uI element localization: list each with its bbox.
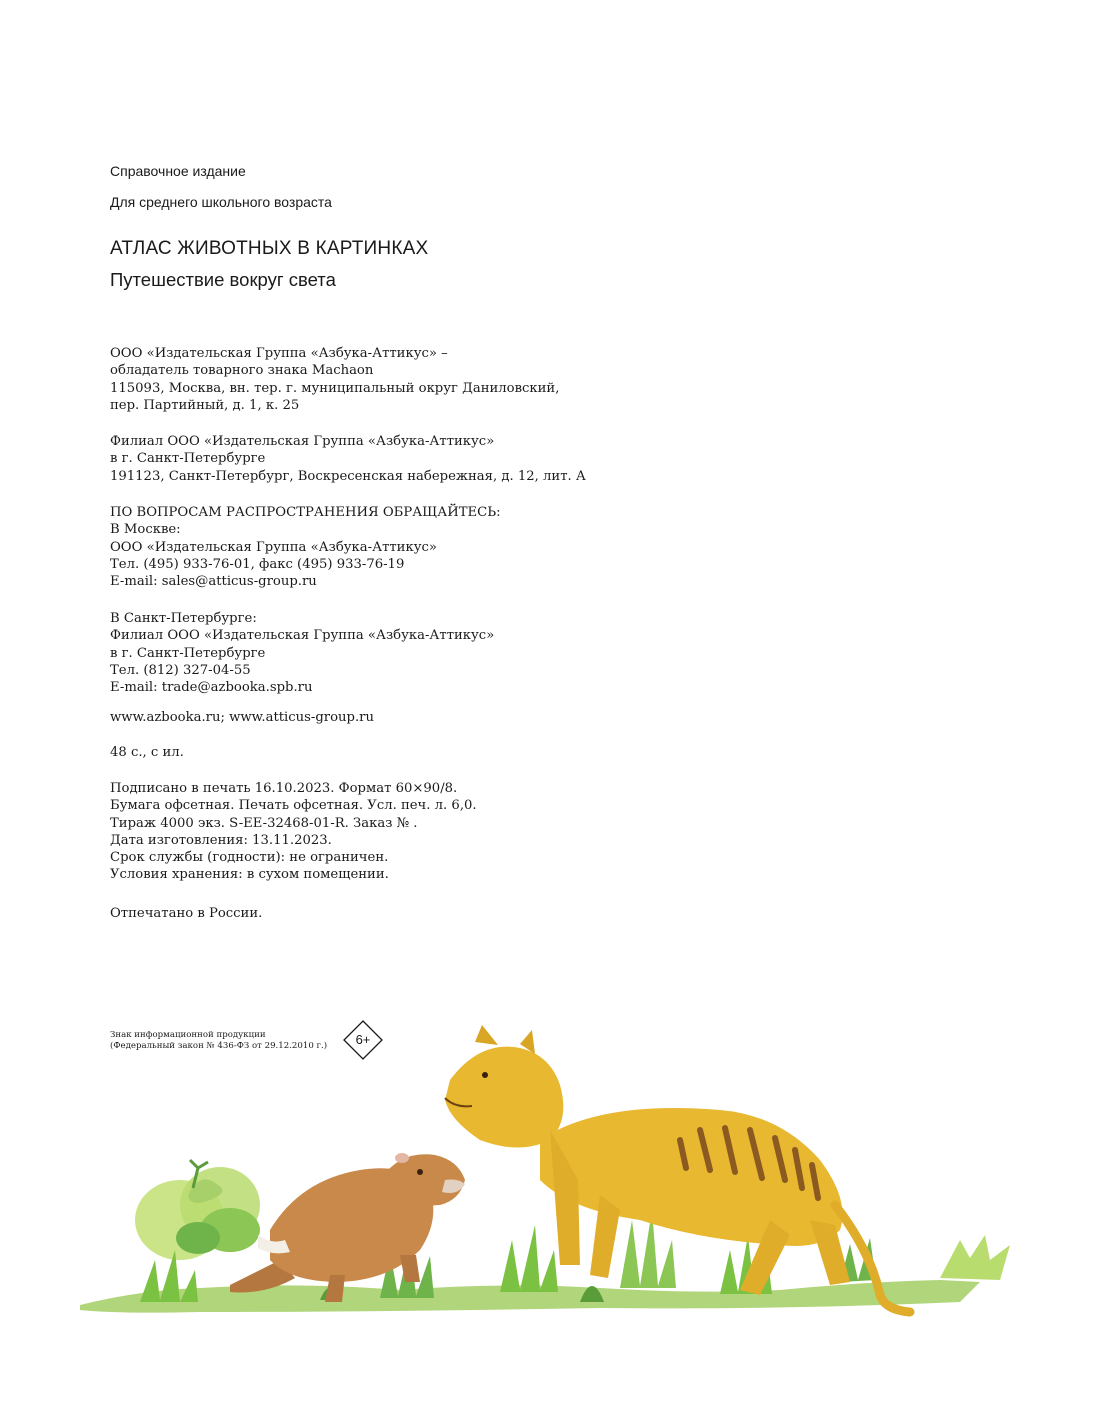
distribution-block bbox=[110, 504, 501, 590]
thylacine-illustration bbox=[80, 1020, 1040, 1320]
publisher-line: пер. Партийный, д. 1, к. 25 bbox=[110, 397, 300, 413]
websites: www.azbooka.ru; www.atticus-group.ru bbox=[110, 710, 374, 725]
publisher-block bbox=[110, 345, 559, 414]
publisher-line: ООО «Издательская Группа «Азбука-Аттикус» – bbox=[110, 346, 448, 361]
branch-line: Филиал ООО «Издательская Группа «Азбука-Аттикус» bbox=[110, 434, 495, 449]
bush-group bbox=[135, 1160, 260, 1260]
age-group: Для среднего школьного возраста bbox=[110, 194, 332, 210]
publisher-line: 115093, Москва, вн. тер. г. муниципальный округ Даниловский, bbox=[110, 380, 560, 396]
branch-block bbox=[110, 433, 586, 485]
print-detail-line: Подписано в печать 16.10.2023. Формат 60×90/8. bbox=[110, 781, 458, 796]
printed-in: Отпечатано в России. bbox=[110, 906, 263, 921]
print-detail-line: Срок службы (годности): не ограничен. bbox=[110, 850, 389, 866]
spb-line: в г. Санкт-Петербурге bbox=[110, 645, 266, 661]
book-title: АТЛАС ЖИВОТНЫХ В КАРТИНКАХ bbox=[110, 238, 429, 259]
info-mark-label-line: Знак информационной продукции bbox=[110, 1030, 266, 1040]
edition-type: Справочное издание bbox=[110, 163, 246, 179]
print-details-block bbox=[110, 780, 477, 884]
print-detail-line: Тираж 4000 экз. S-EE-32468-01-R. Заказ № . bbox=[110, 815, 418, 831]
distribution-line: ООО «Издательская Группа «Азбука-Аттикус» bbox=[110, 539, 437, 555]
branch-line: в г. Санкт-Петербурге bbox=[110, 451, 266, 467]
age-rating-mark bbox=[343, 1020, 383, 1060]
info-mark-label bbox=[110, 1030, 327, 1051]
book-subtitle: Путешествие вокруг света bbox=[110, 269, 336, 290]
distribution-line: ПО ВОПРОСАМ РАСПРОСТРАНЕНИЯ ОБРАЩАЙТЕСЬ: bbox=[110, 505, 501, 520]
age-rating-text: 6+ bbox=[355, 1032, 371, 1047]
spb-line: Тел. (812) 327-04-55 bbox=[110, 662, 251, 678]
distribution-line: E-mail: sales@atticus-group.ru bbox=[110, 574, 317, 590]
spb-line: В Санкт-Петербурге: bbox=[110, 611, 257, 626]
publisher-line: обладатель товарного знака Machaon bbox=[110, 363, 374, 379]
distribution-line: Тел. (495) 933-76-01, факс (495) 933-76-19 bbox=[110, 556, 405, 572]
page-count: 48 с., с ил. bbox=[110, 745, 184, 760]
print-detail-line: Дата изготовления: 13.11.2023. bbox=[110, 832, 332, 848]
branch-line: 191123, Санкт-Петербург, Воскресенская набережная, д. 12, лит. А bbox=[110, 468, 586, 484]
print-detail-line: Бумага офсетная. Печать офсетная. Усл. печ. л. 6,0. bbox=[110, 798, 477, 814]
info-mark-label-line: (Федеральный закон № 436-ФЗ от 29.12.2010 г.) bbox=[110, 1040, 328, 1051]
spb-line: E-mail: trade@azbooka.spb.ru bbox=[110, 680, 313, 696]
print-detail-line: Условия хранения: в сухом помещении. bbox=[110, 867, 389, 883]
distribution-line: В Москве: bbox=[110, 522, 181, 538]
spb-contacts-block bbox=[110, 610, 494, 696]
spb-line: Филиал ООО «Издательская Группа «Азбука-Аттикус» bbox=[110, 628, 495, 644]
